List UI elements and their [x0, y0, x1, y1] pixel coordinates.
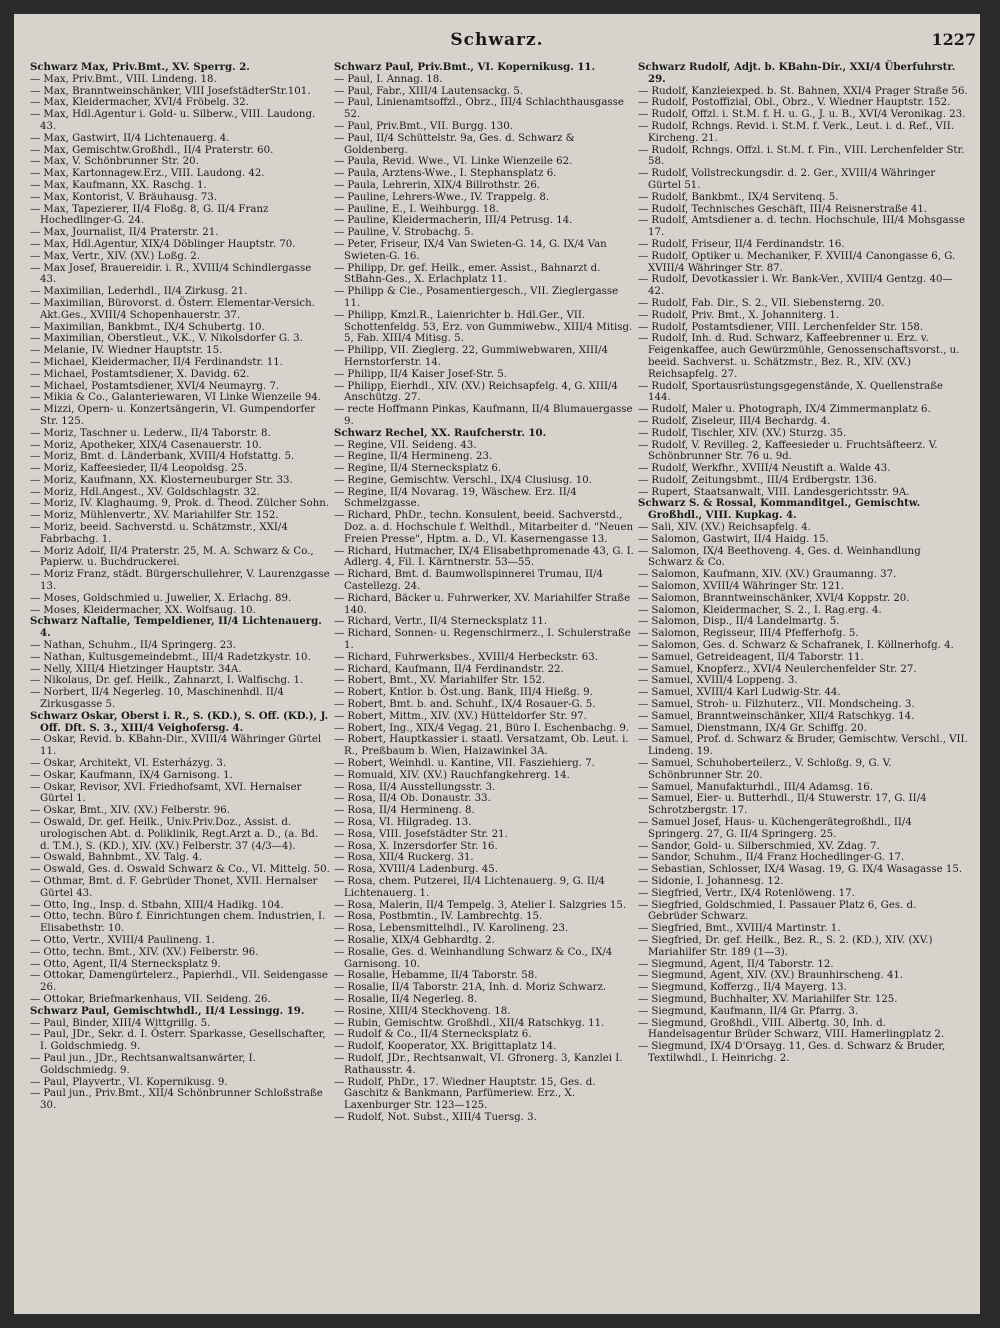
- directory-entry: — Rosa, II/4 Ausstellungsstr. 3.: [334, 781, 496, 793]
- directory-entry: — Max, Vertr., XIV. (XV.) Loßg. 2.: [30, 250, 201, 262]
- directory-entry: — Samuel, Dienstmann, IX/4 Gr. Schiffg. 20.: [638, 722, 867, 734]
- directory-entry: — Siegfried, Vertr., IX/4 Rotenlöweng. 17.: [638, 887, 855, 899]
- directory-entry: — Melanie, IV. Wiedner Hauptstr. 15.: [30, 345, 223, 357]
- directory-entry: — Moriz, Apotheker, XIX/4 Casenauerstr. 10.: [30, 439, 262, 451]
- directory-entry: — Moriz, Kaffeesieder, II/4 Leopoldsg. 25.: [30, 463, 248, 475]
- directory-entry: — Maximilian, Lederhdl., II/4 Zirkusg. 21.: [30, 286, 248, 298]
- directory-entry: — Salomon, Kaufmann, XIV. (XV.) Graumanng. 37.: [638, 569, 897, 581]
- directory-entry: — Regine, Gemischtw. Verschl., IX/4 Clusiusg. 10.: [334, 474, 592, 486]
- directory-entry: — Max, Tapezierer, II/4 Floßg. 8, G. II/4 Franz Hochedlinger-G. 24.: [30, 203, 269, 227]
- directory-entry: Schwarz Paul, Gemischtwhdl., II/4 Lessingg. 19.: [30, 1004, 305, 1017]
- directory-entry: — Moriz Adolf, II/4 Praterstr. 25, M. A. Schwarz & Co., Papierw. u. Buchdruckerei.: [30, 545, 314, 569]
- directory-entry: — Otto, Ing., Insp. d. Stbahn, XIII/4 Hadikg. 104.: [30, 899, 284, 911]
- directory-entry: — Otto, techn. Büro f. Einrichtungen chem. Industrien, I. Elisabethstr. 10.: [30, 911, 326, 935]
- directory-entry: — Rosa, chem. Putzerei, II/4 Lichtenauerg. 9, G. II/4 Lichtenauerg. 1.: [334, 875, 605, 899]
- directory-entry: — Peter, Friseur, IX/4 Van Swieten-G. 14, G. IX/4 Van Swieten-G. 16.: [334, 238, 607, 262]
- directory-entry: — Rosine, XIII/4 Steckhoveng. 18.: [334, 1005, 511, 1017]
- directory-entry: — Paul, Linienamtsoffzl., Obrz., III/4 Schlachthausgasse 52.: [334, 97, 624, 121]
- directory-entry: — Otto, techn. Bmt., XIV. (XV.) Felberstr. 96.: [30, 946, 259, 958]
- directory-entry: — Rosalie, Ges. d. Weinhandlung Schwarz & Co., IX/4 Garnisong. 10.: [334, 946, 613, 970]
- directory-entry: — Moses, Kleidermacher, XX. Wolfsaug. 10.: [30, 604, 256, 616]
- directory-entry: Schwarz S. & Rossal, Kommanditgel., Gemischtw. Großhdl., VIII. Kupkag. 4.: [638, 497, 921, 522]
- directory-entry: — Max, Kleidermacher, XVI/4 Fröbelg. 32.: [30, 97, 249, 109]
- directory-entry: Schwarz Naftalie, Tempeldiener, II/4 Lichtenauerg. 4.: [30, 615, 322, 640]
- directory-entry: — Rudolf, Not. Subst., XIII/4 Tuersg. 3.: [334, 1111, 537, 1123]
- directory-entry: — Rudolf, Rchngs. Offzl. i. St.M. f. Fin., VIII. Lerchenfelder Str. 58.: [638, 144, 965, 168]
- directory-entry: — Rosalie, XIX/4 Gebhardtg. 2.: [334, 934, 495, 946]
- directory-entry: — Salomon, Kleidermacher, S. 2., I. Rag.erg. 4.: [638, 604, 882, 616]
- directory-entry: — Siegmund, Kaufmann, II/4 Gr. Pfarrg. 3.: [638, 1005, 859, 1017]
- directory-entry: — Robert, Bmt. b. and. Schuhf., IX/4 Rosauer-G. 5.: [334, 699, 596, 711]
- directory-entry: — Siegmund, Buchhalter, XV. Mariahilfer Str. 125.: [638, 993, 898, 1005]
- directory-entry: — Philipp, Kmzl.R., Laienrichter b. Hdl.Ger., VII. Schottenfeldg. 53, Erz. von Gummiwebw., XIII/4 Mitisg. 5, Fab. XIII/4 Mitisg. 5.: [334, 309, 633, 345]
- directory-entry: — Rosa, Lebensmittelhdl., IV. Karolineng. 23.: [334, 923, 569, 935]
- directory-entry: — Moses, Goldschmied u. Juwelier, X. Erlachg. 89.: [30, 592, 292, 604]
- directory-entry: — Samuel, Knopferz., XVI/4 Neulerchenfelder Str. 27.: [638, 663, 917, 675]
- directory-entry: — Paul, I. Annag. 18.: [334, 73, 443, 85]
- column-2: [334, 62, 634, 1124]
- directory-entry: — Otto, Vertr., XVIII/4 Paulineng. 1.: [30, 934, 215, 946]
- directory-entry: — Rosalie, II/4 Negerleg. 8.: [334, 993, 478, 1005]
- directory-entry: — Pauline, Kleidermacherin, III/4 Petrusg. 14.: [334, 215, 573, 227]
- directory-entry: — Rosa, XII/4 Ruckerg. 31.: [334, 852, 474, 864]
- directory-entry: — Rudolf & Co., II/4 Sternecksplatz 6.: [334, 1029, 532, 1041]
- directory-entry: — Maximilian, Bankbmt., IX/4 Schubertg. 10.: [30, 321, 265, 333]
- directory-entry: — Max, Kontorist, V. Bräuhausg. 73.: [30, 191, 218, 203]
- directory-entry: — Rosa, Postbmtin., IV. Lambrechtg. 15.: [334, 911, 543, 923]
- directory-entry: — Robert, Mittm., XIV. (XV.) Hütteldorfer Str. 97.: [334, 710, 587, 722]
- page-number: 1227: [931, 30, 976, 49]
- directory-entry: — Oswald, Bahnbmt., XV. Talg. 4.: [30, 852, 203, 864]
- directory-entry: — Richard, Bmt. d. Baumwollspinnerei Trumau, II/4 Castellezg. 24.: [334, 569, 603, 593]
- directory-entry: — Oswald, Dr. gef. Heilk., Univ.Priv.Doz., Assist. d. urologischen Abt. d. Poliklinik, Regt.Arzt a. D., (a. Bd. d. T.M.), S. (KD.), XIV. (XV.) Felberstr. 37 (4/3—4).: [30, 817, 319, 852]
- directory-entry: — Max, Kartonnagew.Erz., VIII. Laudong. 42.: [30, 168, 265, 180]
- directory-entry: — Rudolf, Priv. Bmt., X. Johanniterg. 1.: [638, 309, 840, 321]
- directory-entry: — Rudolf, JDr., Rechtsanwalt, VI. Gfronerg. 3, Kanzlei I. Rathausstr. 4.: [334, 1052, 623, 1076]
- directory-entry: — Max, V. Schönbrunner Str. 20.: [30, 156, 199, 168]
- directory-entry: — Ottokar, Damengürtelerz., Papierhdl., VII. Seidengasse 26.: [30, 970, 328, 994]
- directory-entry: — Nikolaus, Dr. gef. Heilk., Zahnarzt, I. Walfischg. 1.: [30, 675, 304, 687]
- directory-entry: Schwarz Max, Priv.Bmt., XV. Sperrg. 2.: [30, 61, 250, 73]
- directory-entry: — Siegmund, Kofferzg., II/4 Mayerg. 13.: [638, 982, 847, 994]
- directory-entry: — Moriz, IV. Klaghaumg. 9, Prok. d. Theod. Zülcher Sohn.: [30, 498, 330, 510]
- directory-entry: — Richard, Kaufmann, II/4 Ferdinandstr. 22.: [334, 663, 564, 675]
- directory-entry: — Siegfried, Bmt., XVIII/4 Martinstr. 1.: [638, 923, 841, 935]
- directory-entry: — Michael, Postamtsdiener, XVI/4 Neumayrg. 7.: [30, 380, 280, 392]
- directory-entry: — Rudolf, Sportausrüstungsgegenstände, X. Quellenstraße 144.: [638, 380, 944, 404]
- directory-entry: — Rudolf, Postamtsdiener, VIII. Lerchenfelder Str. 158.: [638, 321, 924, 333]
- directory-entry: — Salomon, Gastwirt, II/4 Haidg. 15.: [638, 533, 829, 545]
- directory-entry: — Max, Journalist, II/4 Praterstr. 21.: [30, 227, 219, 239]
- directory-entry: — Samuel, Manufakturhdl., III/4 Adamsg. 16.: [638, 781, 873, 793]
- directory-entry: — Paul jun., Priv.Bmt., XII/4 Schönbrunner Schloßstraße 30.: [30, 1088, 323, 1112]
- directory-entry: — Rosa, II/4 Hermineng. 8.: [334, 805, 475, 817]
- directory-entry: — Rudolf, Maler u. Photograph, IX/4 Zimmermanplatz 6.: [638, 404, 931, 416]
- directory-entry: — Moriz, Mühlenvertr., XV. Mariahilfer Str. 152.: [30, 510, 279, 522]
- directory-entry: — Rudolf, Amtsdiener a. d. techn. Hochschule, III/4 Mohsgasse 17.: [638, 215, 966, 239]
- directory-entry: — Salomon, Ges. d. Schwarz & Schafranek, I. Köllnerhofg. 4.: [638, 640, 954, 652]
- directory-entry: — Oskar, Revid. b. KBahn-Dir., XVIII/4 Währinger Gürtel 11.: [30, 734, 322, 758]
- directory-entry: — Samuel, XVIII/4 Karl Ludwig-Str. 44.: [638, 687, 841, 699]
- directory-entry: — Romuald, XIV. (XV.) Rauchfangkehrerg. 14.: [334, 769, 570, 781]
- directory-entry: — Oswald, Ges. d. Oswald Schwarz & Co., VI. Mittelg. 50.: [30, 864, 330, 876]
- directory-entry: — Robert, Ing., XIX/4 Vegag. 21, Büro I. Eschenbachg. 9.: [334, 722, 630, 734]
- directory-entry: Schwarz Rudolf, Adjt. b. KBahn-Dir., XXI/4 Überfuhrstr. 29.: [638, 61, 956, 85]
- directory-entry: — Paul, JDr., Sekr. d. I. Österr. Sparkasse, Gesellschafter, I. Goldschmiedg. 9.: [30, 1029, 326, 1053]
- directory-entry: — Philipp & Cie., Posamentiergesch., VII. Zieglergasse 11.: [334, 286, 619, 309]
- directory-entry: — Paul jun., JDr., Rechtsanwaltsanwärter, I. Goldschmiedg. 9.: [30, 1052, 256, 1076]
- directory-entry: — Max, Gemischtw.Großhdl., II/4 Praterstr. 60.: [30, 144, 274, 156]
- directory-entry: — Paul, Priv.Bmt., VII. Burgg. 130.: [334, 120, 513, 132]
- directory-entry: — Samuel, Stroh- u. Filzhuterz., VII. Mondscheing. 3.: [638, 699, 915, 711]
- directory-entry: — Rudolf, Zeitungsbmt., III/4 Erdbergstr. 136.: [638, 474, 878, 486]
- directory-entry: — Rosa, VIII. Josefstädter Str. 21.: [334, 828, 508, 840]
- directory-entry: — Paul, Binder, XIII/4 Wittgrillg. 5.: [30, 1017, 211, 1029]
- directory-entry: — Richard, Bäcker u. Fuhrwerker, XV. Mariahilfer Straße 140.: [334, 592, 631, 616]
- directory-entry: — Rudolf, V. Revilleg. 2, Kaffeesieder u. Fruchtsäfteerz. V. Schönbrunner Str. 76 u. 9d.: [638, 439, 938, 463]
- directory-entry: — Michael, Kleidermacher, II/4 Ferdinandstr. 11.: [30, 356, 283, 368]
- directory-entry: — Sali, XIV. (XV.) Reichsapfelg. 4.: [638, 522, 811, 534]
- directory-entry: — Robert, Weinhdl. u. Kantine, VII. Fasziehierg. 7.: [334, 758, 595, 770]
- directory-entry: — Richard, Hutmacher, IX/4 Elisabethpromenade 43, G. I. Adlerg. 4, Fil. I. Kärntnerstr. 53—55.: [334, 545, 634, 569]
- directory-entry: — Rosa, II/4 Ob. Donaustr. 33.: [334, 793, 491, 805]
- directory-entry: — Moriz, Kaufmann, XX. Klosterneuburger Str. 33.: [30, 474, 293, 486]
- directory-entry: — Otto, Agent, II/4 Sternecksplatz 9.: [30, 958, 221, 970]
- directory-entry: — Paul, II/4 Schüttelstr. 9a, Ges. d. Schwarz & Goldenberg.: [334, 132, 575, 156]
- directory-entry: — Mikia & Co., Galanteriewaren, VI Linke Wienzeile 94.: [30, 392, 321, 404]
- directory-entry: — Sandor, Gold- u. Silberschmied, XV. Zdag. 7.: [638, 840, 880, 852]
- directory-entry: — Sandor, Schuhm., II/4 Franz Hochedlinger-G. 17.: [638, 852, 905, 864]
- directory-entry: — Siegmund, IX/4 D'Orsayg. 11, Ges. d. Schwarz & Bruder, Textilwhdl., I. Heinrichg. 2.: [638, 1041, 946, 1064]
- directory-entry: — Max, Branntweinschänker, VIII JosefstädterStr.101.: [30, 85, 311, 97]
- directory-page: [14, 14, 980, 1314]
- directory-entry: — Salomon, Disp., II/4 Landelmartg. 5.: [638, 616, 840, 628]
- column-1: [30, 62, 330, 1112]
- directory-entry: — Oskar, Kaufmann, IX/4 Garnisong. 1.: [30, 769, 233, 781]
- directory-entry: — Nelly, XIII/4 Hietzinger Hauptstr. 34A.: [30, 663, 242, 675]
- directory-entry: — Rudolf, Rchngs. Revid. i. St.M. f. Verk., Leut. i. d. Ref., VII. Kircheng. 21.: [638, 120, 955, 144]
- directory-entry: — Philipp, Eierhdl., XIV. (XV.) Reichsapfelg. 4, G. XIII/4 Anschützg. 27.: [334, 380, 618, 404]
- directory-entry: — Pauline, E., I. Weihburgg. 18.: [334, 203, 499, 215]
- directory-entry: — Rudolf, Tischler, XIV. (XV.) Sturzg. 35.: [638, 427, 847, 439]
- directory-entry: — Salomon, XVIII/4 Währinger Str. 121.: [638, 581, 845, 593]
- directory-entry: — Regine, VII. Seideng. 43.: [334, 439, 477, 451]
- directory-entry: — Rupert, Staatsanwalt, VIII. Landesgerichtsstr. 9A.: [638, 486, 910, 498]
- directory-entry: — Max, Hdl.Agentur, XIX/4 Döblinger Hauptstr. 70.: [30, 238, 296, 250]
- column-3: [638, 62, 968, 1065]
- directory-entry: — Rosa, X. Inzersdorfer Str. 16.: [334, 840, 498, 852]
- directory-entry: — Robert, Bmt., XV. Mariahilfer Str. 152.: [334, 675, 546, 687]
- directory-entry: — Rudolf, PhDr., 17. Wiedner Hauptstr. 15, Ges. d. Gaschitz & Bankmann, Parfümeriew. Erz., X. Laxenburger Str. 123—125.: [334, 1076, 596, 1112]
- directory-entry: — Rudolf, Technisches Geschäft, III/4 Reisnerstraße 41.: [638, 203, 928, 215]
- directory-entry: — Philipp, VII. Zieglerg. 22, Gummiwebwaren, XIII/4 Hernstorferstr. 14.: [334, 345, 609, 368]
- directory-entry: — Oskar, Architekt, VI. Esterházyg. 3.: [30, 758, 227, 770]
- directory-entry: — Paul, Fabr., XIII/4 Lautensackg. 5.: [334, 85, 524, 97]
- directory-entry: — Rosalie, II/4 Taborstr. 21A, Inh. d. Moriz Schwarz.: [334, 982, 607, 994]
- page-header: [14, 30, 980, 58]
- directory-entry: — Siegfried, Dr. gef. Heilk., Bez. R., S. 2. (KD.), XIV. (XV.) Mariahilfer Str. 189 (1—3).: [638, 934, 933, 958]
- directory-entry: — Samuel, Schuhoberteilerz., V. Schloßg. 9, G. V. Schönbrunner Str. 20.: [638, 758, 892, 781]
- directory-entry: — Philipp, II/4 Kaiser Josef-Str. 5.: [334, 368, 507, 380]
- directory-entry: — Paula, Lehrerin, XIX/4 Billrothstr. 26.: [334, 179, 541, 191]
- directory-entry: — Richard, Vertr., II/4 Sternecksplatz 11.: [334, 616, 548, 628]
- directory-entry: — Siegmund, Agent, II/4 Taborstr. 12.: [638, 958, 834, 970]
- directory-entry: — Salomon, Branntweinschänker, XVI/4 Koppstr. 20.: [638, 592, 910, 604]
- directory-entry: — Moriz, beeid. Sachverstd. u. Schätzmstr., XXI/4 Fabrbachg. 1.: [30, 522, 288, 545]
- directory-entry: — Regine, II/4 Sternecksplatz 6.: [334, 463, 502, 475]
- directory-entry: — Moriz Franz, städt. Bürgerschullehrer, V. Laurenzgasse 13.: [30, 569, 330, 593]
- directory-entry: — Rosa, VI. Hilgradeg. 13.: [334, 817, 472, 828]
- directory-entry: — Regine, II/4 Novarag. 19, Wäschew. Erz. II/4 Schmelzgasse.: [334, 486, 577, 510]
- directory-entry: — Siegfried, Goldschmied, I. Passauer Platz 6, Ges. d. Gebrüder Schwarz.: [638, 899, 917, 923]
- directory-entry: Schwarz Rechel, XX. Raufcherstr. 10.: [334, 426, 547, 439]
- directory-entry: — Rudolf, Bankbmt., IX/4 Servitenq. 5.: [638, 191, 839, 203]
- directory-entry: Schwarz Paul, Priv.Bmt., VI. Kopernikusg. 11.: [334, 61, 596, 73]
- directory-entry: — Rudolf, Optiker u. Mechaniker, F. XVIII/4 Canongasse 6, G. XVIII/4 Währinger Str. 87.: [638, 250, 956, 274]
- directory-entry: — Rudolf, Kanzleiexped. b. St. Bahnen, XXI/4 Prager Straße 56.: [638, 85, 968, 97]
- directory-entry: Schwarz Oskar, Oberst i. R., S. (KD.), S. Off. (KD.), J. Off. Dft. S. 3., XIII/4 Veighofersg. 4.: [30, 709, 329, 734]
- directory-entry: — Max Josef, Brauereidir. i. R., XVIII/4 Schindlergasse 43.: [30, 262, 312, 286]
- directory-entry: — Moriz, Hdl.Angest., XV. Goldschlagstr. 32.: [30, 486, 260, 498]
- directory-entry: — Michael, Postamtsdiener, X. Davidg. 62.: [30, 368, 250, 380]
- directory-entry: — Rubin, Gemischtw. Großhdl., XII/4 Ratschkyg. 11.: [334, 1017, 605, 1029]
- directory-entry: — Ottokar, Briefmarkenhaus, VII. Seideng. 26.: [30, 993, 271, 1005]
- directory-entry: — Sebastian, Schlosser, IX/4 Wasag. 19, G. IX/4 Wasagasse 15.: [638, 864, 963, 876]
- directory-entry: — Maximilian, Oberstleut., V.K., V. Nikolsdorfer G. 3.: [30, 333, 303, 345]
- directory-entry: — Paula, Revid. Wwe., VI. Linke Wienzeile 62.: [334, 156, 573, 168]
- directory-entry: — Oskar, Revisor, XVI. Friedhofsamt, XVI. Hernalser Gürtel 1.: [30, 781, 302, 805]
- directory-entry: — Samuel, Eier- u. Butterhdl., II/4 Stuwerstr. 17, G. II/4 Schrotzbergstr. 17.: [638, 793, 927, 817]
- directory-entry: — Rudolf, Fab. Dir., S. 2., VII. Siebensterng. 20.: [638, 297, 885, 309]
- directory-entry: — recte Hoffmann Pinkas, Kaufmann, II/4 Blumauergasse 9.: [334, 404, 633, 427]
- directory-entry: — Richard, PhDr., techn. Konsulent, beeid. Sachverstd., Doz. a. d. Hochschule f. Welthdl., Mitarbeiter d. "Neuen Freien Presse", Hptm. a. D., VI. Kasernengasse 13.: [334, 510, 634, 545]
- directory-entry: — Philipp, Dr. gef. Heilk., emer. Assist., Bahnarzt d. StBahn-Ges., X. Erlachplatz 11.: [334, 262, 601, 286]
- directory-entry: — Salomon, IX/4 Beethoveng. 4, Ges. d. Weinhandlung Schwarz & Co.: [638, 545, 921, 569]
- directory-entry: — Maximilian, Bürovorst. d. Österr. Elementar-Versich. Akt.Ges., XVIII/4 Schopenhauerstr. 37.: [30, 297, 315, 321]
- directory-entry: — Samuel Josef, Haus- u. Küchengerätegroßhdl., II/4 Springerg. 27, G. II/4 Springerg. 25.: [638, 817, 912, 840]
- directory-entry: — Moriz, Bmt. d. Länderbank, XVIII/4 Hofstattg. 5.: [30, 451, 295, 463]
- directory-entry: — Samuel, Getreideagent, II/4 Taborstr. 11.: [638, 651, 864, 663]
- directory-entry: — Rudolf, Kooperator, XX. Brigittaplatz 14.: [334, 1041, 557, 1053]
- directory-entry: — Pauline, V. Strobachg. 5.: [334, 227, 474, 239]
- directory-entry: — Rudolf, Inh. d. Rud. Schwarz, Kaffeebrenner u. Erz. v. Feigenkaffee, auch Gewürzmühle, Genossenschaftsvorst., u. beeid. Sachverst. u. Schätzmstr., Bez. R., XIV. (XV.) Reichsapfelg. 27.: [638, 333, 960, 380]
- directory-entry: — Nathan, Schuhm., II/4 Springerg. 23.: [30, 640, 236, 652]
- directory-entry: — Salomon, Regisseur, III/4 Pfefferhofg. 5.: [638, 628, 859, 640]
- directory-entry: — Rudolf, Friseur, II/4 Ferdinandstr. 16.: [638, 238, 845, 250]
- directory-entry: — Max, Priv.Bmt., VIII. Lindeng. 18.: [30, 73, 217, 85]
- directory-entry: — Samuel, Prof. d. Schwarz & Bruder, Gemischtw. Verschl., VII. Lindeng. 19.: [638, 734, 968, 758]
- directory-entry: — Nathan, Kultusgemeindebmt., III/4 Radetzkystr. 10.: [30, 651, 311, 663]
- page-title: Schwarz.: [450, 30, 544, 50]
- directory-entry: — Richard, Fuhrwerksbes., XVIII/4 Herbeckstr. 63.: [334, 651, 598, 663]
- directory-entry: — Othmar, Bmt. d. F. Gebrüder Thonet, XVII. Hernalser Gürtel 43.: [30, 875, 318, 899]
- directory-entry: — Max, Hdl.Agentur i. Gold- u. Silberw., VIII. Laudong. 43.: [30, 109, 316, 132]
- directory-entry: — Rudolf, Werkfhr., XVIII/4 Neustift a. Walde 43.: [638, 463, 891, 475]
- directory-entry: — Mizzi, Opern- u. Konzertsängerin, VI. Gumpendorfer Str. 125.: [30, 404, 316, 427]
- directory-entry: — Sidonie, I. Johannesg. 12.: [638, 875, 784, 887]
- directory-entry: — Paula, Arztens-Wwe., I. Stephansplatz 6.: [334, 168, 557, 180]
- directory-entry: — Rosalie, Hebamme, II/4 Taborstr. 58.: [334, 970, 538, 982]
- directory-entry: — Moriz, Taschner u. Lederw., II/4 Taborstr. 8.: [30, 427, 271, 439]
- directory-entry: — Richard, Sonnen- u. Regenschirmerz., I. Schulerstraße 1.: [334, 628, 631, 652]
- directory-entry: — Rudolf, Offzl. i. St.M. f. H. u. G., J. u. B., XVI/4 Veronikag. 23.: [638, 109, 966, 121]
- directory-entry: — Robert, Hauptkassier i. staatl. Versatzamt, Ob. Leut. i. R., Preßbaum b. Wien, Haizawinkel 3A.: [334, 734, 629, 758]
- directory-entry: — Rosa, Malerin, II/4 Tempelg. 3, Atelier I. Salzgries 15.: [334, 899, 627, 911]
- directory-entry: — Siegmund, Agent, XIV. (XV.) Braunhirscheng. 41.: [638, 970, 904, 982]
- directory-entry: — Samuel, Branntweinschänker, XII/4 Ratschkyg. 14.: [638, 710, 915, 722]
- directory-entry: — Rudolf, Vollstreckungsdir. d. 2. Ger., XVIII/4 Währinger Gürtel 51.: [638, 168, 936, 191]
- directory-entry: — Rudolf, Ziseleur, III/4 Bechardg. 4.: [638, 415, 831, 427]
- directory-entry: — Rudolf, Devotkassier i. Wr. Bank-Ver., XVIII/4 Gentzg. 40—42.: [638, 274, 953, 298]
- directory-entry: — Regine, II/4 Hermineng. 23.: [334, 451, 493, 463]
- directory-entry: — Paul, Playvertr., VI. Kopernikusg. 9.: [30, 1076, 228, 1088]
- directory-entry: — Rudolf, Postoffizial, Obl., Obrz., V. Wiedner Hauptstr. 152.: [638, 97, 951, 109]
- directory-entry: — Siegmund, Großhdl., VIII. Albertg. 30, Inh. d. Handelsagentur Brüder Schwarz, VIII. Hamerlingplatz 2.: [638, 1017, 945, 1041]
- directory-entry: — Samuel, XVIII/4 Loppeng. 3.: [638, 675, 798, 687]
- directory-entry: — Pauline, Lehrers-Wwe., IV. Trappelg. 8.: [334, 191, 550, 203]
- directory-entry: — Rosa, XVIII/4 Ladenburg. 45.: [334, 864, 498, 876]
- directory-entry: — Norbert, II/4 Negerleg. 10, Maschinenhdl. II/4 Zirkusgasse 5.: [30, 687, 284, 711]
- directory-entry: — Max, Kaufmann, XX. Raschg. 1.: [30, 179, 207, 191]
- directory-entry: — Oskar, Bmt., XIV. (XV.) Felberstr. 96.: [30, 805, 230, 817]
- directory-entry: — Max, Gastwirt, II/4 Lichtenauerg. 4.: [30, 132, 230, 144]
- directory-entry: — Robert, Kntlor. b. Öst.ung. Bank, III/4 Hießg. 9.: [334, 687, 593, 699]
